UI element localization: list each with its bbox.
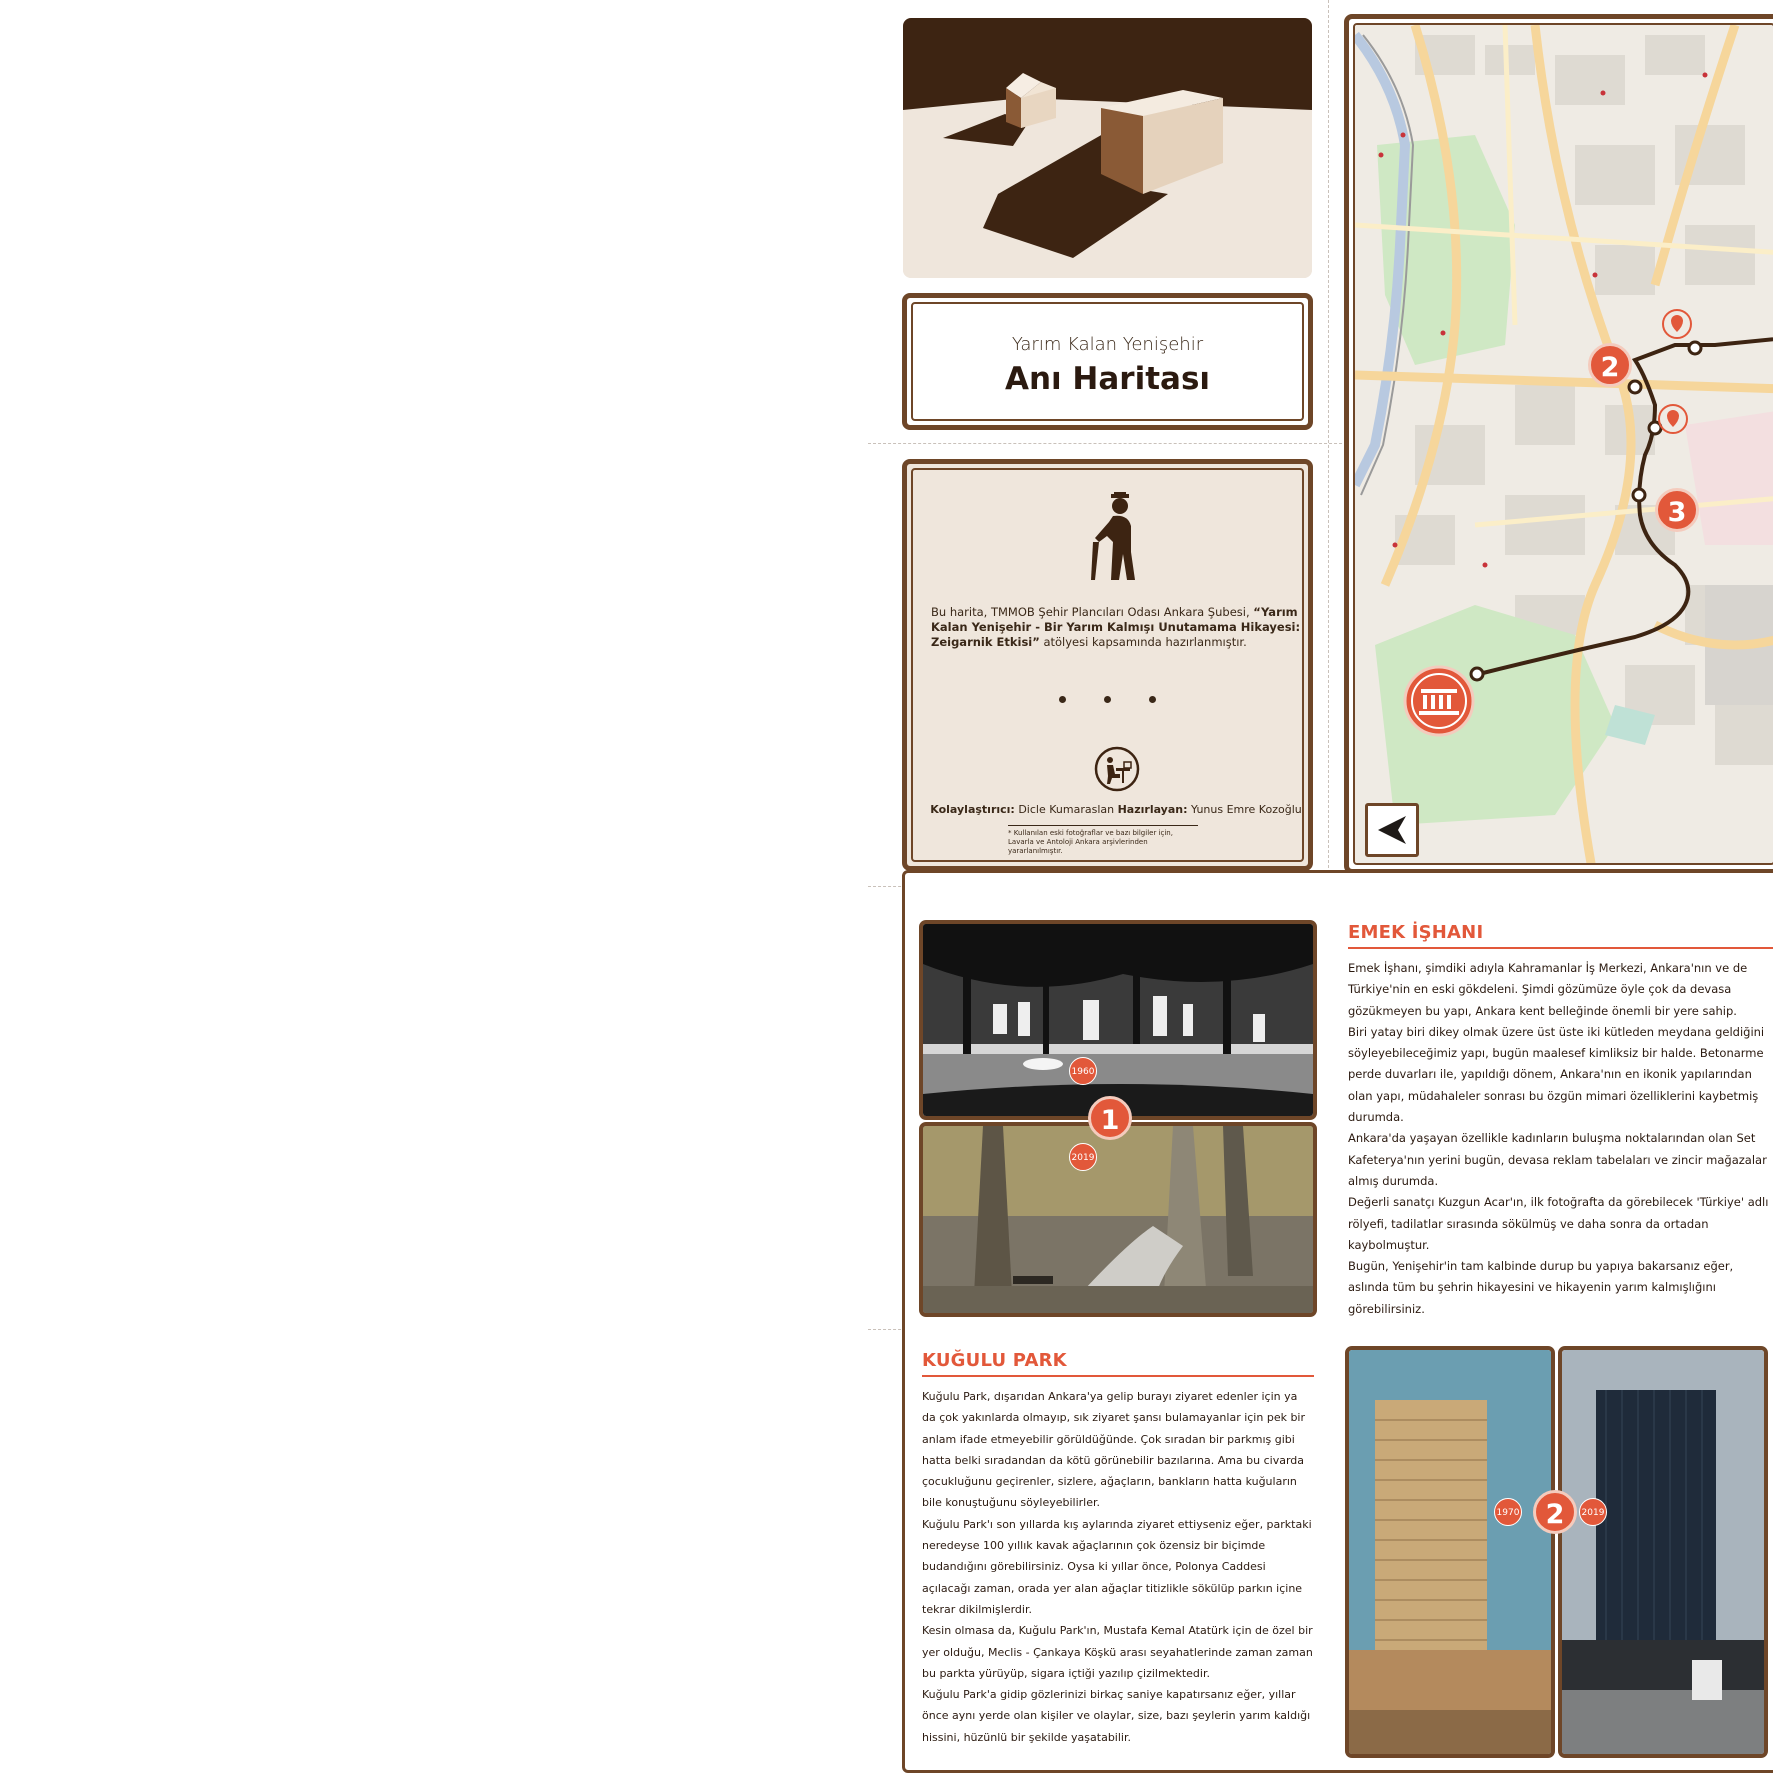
location-number-badge: 1 <box>1088 1096 1132 1140</box>
location-number-badge: 2 <box>1533 1490 1577 1534</box>
title-subtitle: Yarım Kalan Yenişehir <box>1011 334 1204 355</box>
info-description: Bu harita, TMMOB Şehir Plancıları Odası Ankara Şubesi, “Yarım Kalan Yenişehir - Bir Yarım Kalmışı Unutamama Hikayesi: Zeigarnik Etkisi” atölyesi kapsamında hazırlanmıştır. <box>931 605 1301 649</box>
building-photo-new <box>1562 1350 1764 1754</box>
map-panel <box>1344 14 1773 874</box>
emek-body: Emek İşhanı, şimdiki adıyla Kahramanlar İş Merkezi, Ankara'nın ve de Türkiye'nin en eski gökdeleni. Şimdi gözümüze öyle çok da devasa gözükmeyen bu yapı, Ankara kent belleğinde önemli bir yere sahip. Biri yatay biri dikey olmak üzere üst üste iki kütleden meydana geldiğini söyleyebileceğimiz yapı, bugün maalesef kimliksiz bir halde. Betonarme perde duvarları ile, yapıldığı dönem, Ankara'nın en ikonik yapılarından olan yapı, müdahaleler sonrası bu özgün mimari özelliklerini kaybetmiş durumda. Ankara'da yaşayan özellikle kadınların buluşma noktalarından olan Set Kafeterya'nın yerini bugün, devasa reklam tabelaları ve zincir mağazalar almış durumda. Değerli sanatçı Kuzgun Acar'ın, ilk fotoğrafta da görebilecek 'Türkiye' adlı rölyefi, tadilatlar sırasında sökülmüş ve daha sonra da ortadan kaybolmuştur. Bugün, Yenişehir'in tam kalbinde durup bu yapıya bakarsanız eğer, aslında tüm bu şehrin hikayesini ve hikayenin yarım kalmışlığını görebilirsiniz. <box>1348 961 1769 1316</box>
map-marker-3[interactable]: 3 <box>1655 488 1699 532</box>
park-photo-bw <box>923 924 1313 1116</box>
back-button[interactable] <box>1365 803 1419 857</box>
map-marker-2[interactable]: 2 <box>1588 343 1632 387</box>
street-map[interactable] <box>1355 25 1773 865</box>
info-panel <box>902 459 1313 871</box>
page-title: Anı Haritası <box>1004 361 1211 397</box>
kugulu-body: Kuğulu Park, dışarıdan Ankara'ya gelip burayı ziyaret edenler için ya da çok yakınlarda olmayıp, sık ziyaret şansı bulamayanlar için pek bir anlam ifade etmeyebilir görüldüğünde. Çok sıradan bir parkmış gibi hatta belki sıradandan da kötü görünebilir bazılarına. Ama bu civarda çocukluğunu geçirenler, sizlere, ağaçların, bankların hatta kuğuların bile konuştuğunu söyleyebilirler. Kuğulu Park'ı son yıllarda kış aylarında ziyaret ettiyseniz eğer, parktaki neredeyse 100 yıllık kavak ağaçlarının çok özensiz bir biçimde budandığını görebilirsiniz. Oysa ki yıllar önce, Polonya Caddesi açılacağı zaman, orada yer alan ağaçlar titizlikle sökülüp parkın içine tekrar dikilmişlerdir. Kesin olmasa da, Kuğulu Park'ın, Mustafa Kemal Atatürk için de özel bir yer olduğu, Meclis - Çankaya Köşkü arası seyahatlerinde zaman zaman bu parkta yürüyüp, sigara içtiği yazılıp çizilmektedir. Kuğulu Park'a gidip gözlerinizi birkaç saniye kapatırsanız eğer, yıllar önce aynı yerde olan kişiler ve olaylar, size, bazı şeylerin yarım kaldığı hissini, hüzünlü bir şekilde yaşatabilir. <box>922 1390 1313 1744</box>
building-photo-old <box>1349 1350 1551 1754</box>
photo-emek-1970 <box>1345 1346 1555 1758</box>
year-badge-new: 2019 <box>1069 1143 1097 1171</box>
stories-panel <box>902 870 1773 1773</box>
elderly-person-icon <box>1083 492 1153 582</box>
year-badge-old: 1960 <box>1069 1057 1097 1085</box>
buildings-illustration <box>903 18 1312 278</box>
park-photo-color <box>923 1126 1313 1313</box>
emek-heading-rule <box>1348 947 1773 949</box>
kugulu-heading: KUĞULU PARK <box>922 1350 1067 1371</box>
footnote: * Kullanılan eski fotoğraflar ve bazı bilgiler için, Lavarla ve Antoloji Ankara arşivlerinden yararlanılmıştır. <box>1008 825 1198 856</box>
cover-illustration <box>903 18 1312 278</box>
photo-emek-2019 <box>1558 1346 1768 1758</box>
separator-dots <box>913 688 1302 707</box>
photo-kugulu-2019 <box>919 1122 1317 1317</box>
workshop-icon <box>1094 746 1140 792</box>
credits: Kolaylaştırıcı: Dicle Kumaraslan Hazırlayan: Yunus Emre Kozoğlu <box>930 803 1302 816</box>
monument-icon <box>1405 667 1473 735</box>
emek-heading: EMEK İŞHANI <box>1348 922 1484 943</box>
year-badge-old: 1970 <box>1494 1498 1522 1526</box>
kugulu-heading-rule <box>922 1375 1314 1377</box>
title-panel <box>902 293 1313 430</box>
back-arrow-icon <box>1368 806 1416 854</box>
year-badge-new: 2019 <box>1579 1498 1607 1526</box>
photo-kugulu-1960 <box>919 920 1317 1120</box>
